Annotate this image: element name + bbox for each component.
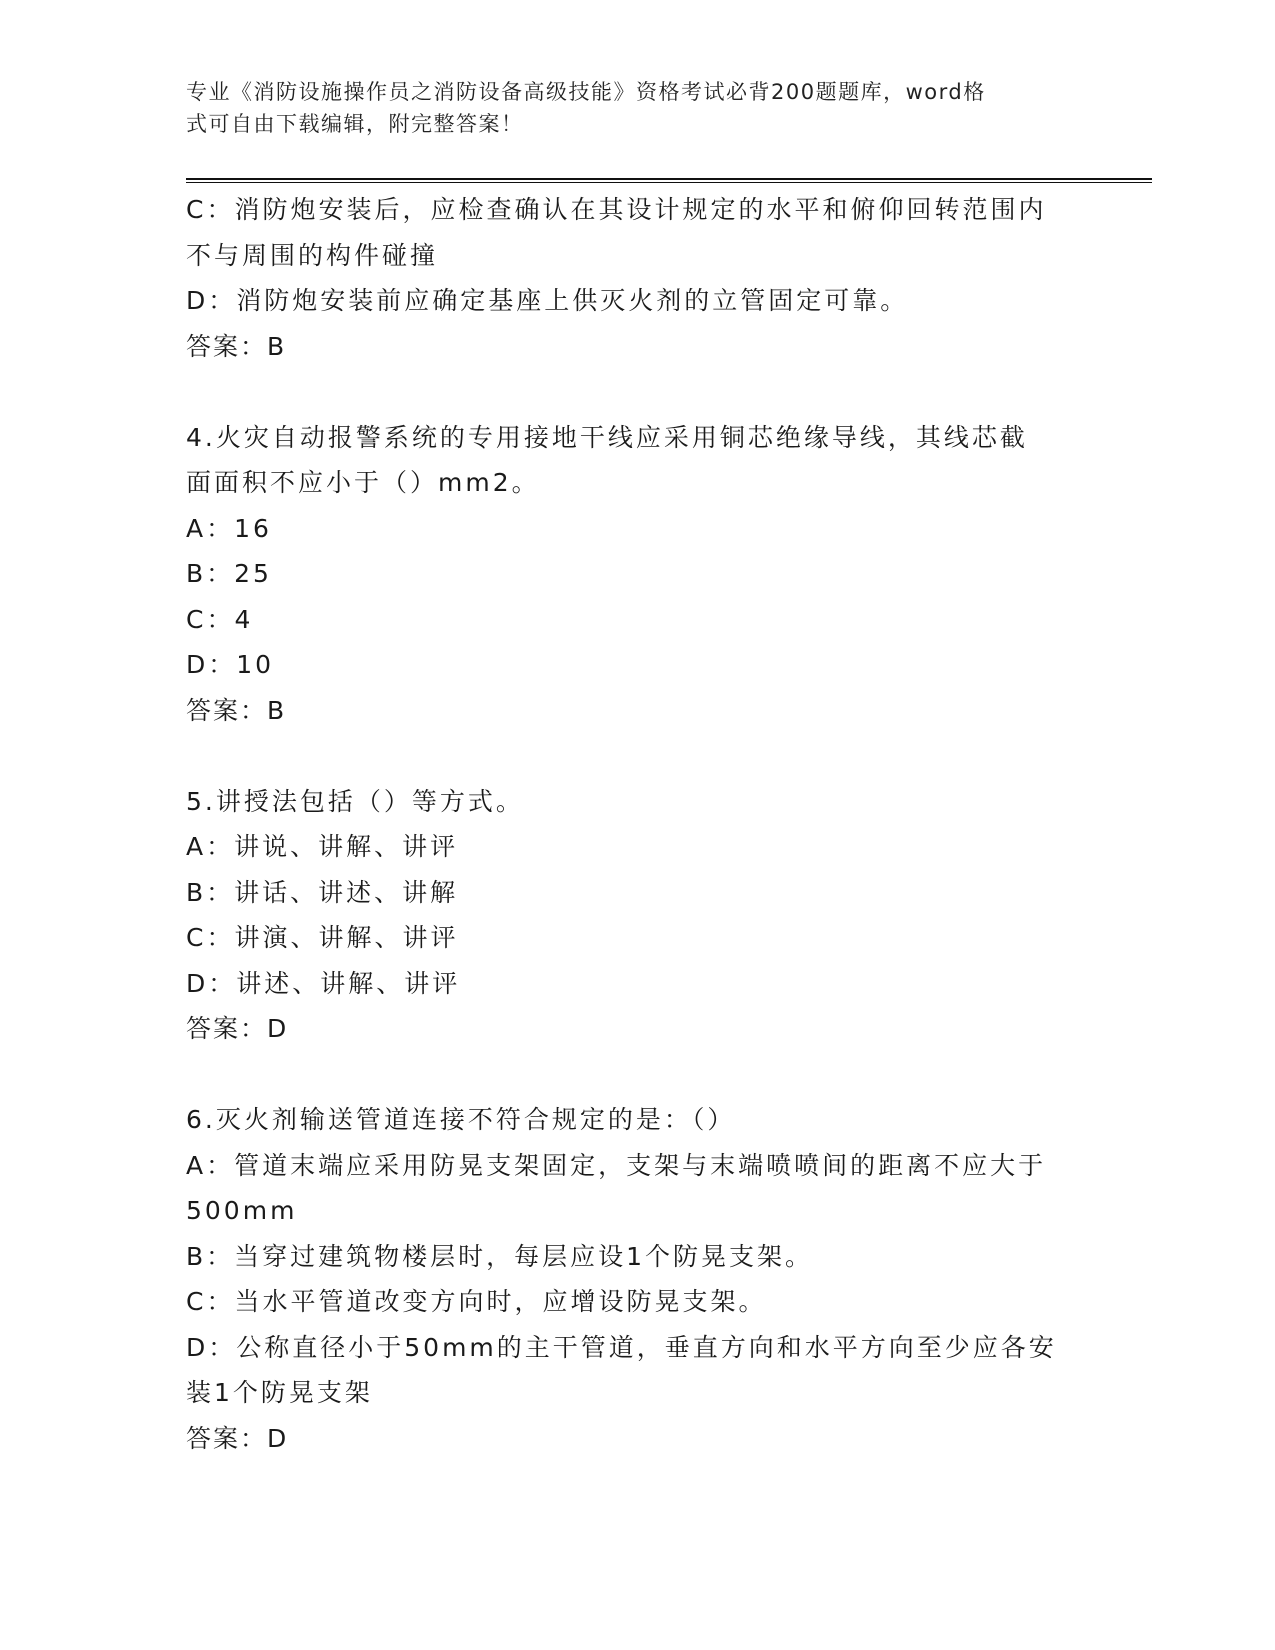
spacer: [186, 733, 1086, 779]
question-stem-continued: 面面积不应小于（）mm2。: [186, 468, 540, 497]
option-b: B：当穿过建筑物楼层时，每层应设1个防晃支架。: [186, 1241, 814, 1271]
answer: 答案：D: [186, 1423, 289, 1453]
answer: 答案：B: [186, 331, 287, 361]
question-stem: 4.火灾自动报警系统的专用接地干线应采用铜芯绝缘导线，其线芯截: [186, 422, 1028, 452]
option-c: C：讲演、讲解、讲评: [186, 923, 459, 952]
option-c-continued: 不与周围的构件碰撞: [186, 240, 439, 270]
option-d: D：公称直径小于50mm的主干管道，垂直方向和水平方向至少应各安: [186, 1332, 1057, 1362]
header-line-1: 专业《消防设施操作员之消防设备高级技能》资格考试必背200题题库，word格: [186, 80, 986, 104]
spacer: [186, 1052, 1086, 1098]
option-d-continued: 装1个防晃支架: [186, 1378, 373, 1407]
question-4: [186, 415, 1086, 734]
question-stem: 5.讲授法包括（）等方式。: [186, 786, 524, 816]
header-line-2: 式可自由下载编辑，附完整答案！: [186, 112, 524, 136]
option-b: B：讲话、讲述、讲解: [186, 877, 459, 907]
answer: 答案：B: [186, 695, 287, 725]
option-c: C：当水平管道改变方向时，应增设防晃支架。: [186, 1287, 767, 1316]
option-b: B：25: [186, 559, 272, 588]
option-c: C：消防炮安装后，应检查确认在其设计规定的水平和俯仰回转范围内: [186, 195, 1047, 224]
option-a: A：16: [186, 513, 272, 543]
question-content: [186, 187, 1086, 1461]
header-divider-thick: [186, 178, 1152, 180]
answer: 答案：D: [186, 1014, 289, 1043]
option-c: C：4: [186, 604, 254, 634]
option-a: A：管道末端应采用防晃支架固定，支架与末端喷喷间的距离不应大于: [186, 1150, 1047, 1180]
question-stem: 6.灭火剂输送管道连接不符合规定的是：（）: [186, 1105, 736, 1134]
option-a: A：讲说、讲解、讲评: [186, 832, 459, 861]
previous-question-tail: [186, 187, 1086, 369]
question-6: [186, 1097, 1086, 1461]
option-d: D：10: [186, 650, 275, 679]
spacer: [186, 369, 1086, 415]
question-5: [186, 779, 1086, 1052]
document-header: [186, 76, 1066, 140]
option-d: D：讲述、讲解、讲评: [186, 968, 461, 998]
option-d: D：消防炮安装前应确定基座上供灭火剂的立管固定可靠。: [186, 286, 909, 315]
option-a-continued: 500mm: [186, 1196, 298, 1225]
header-divider-thin: [186, 182, 1152, 183]
